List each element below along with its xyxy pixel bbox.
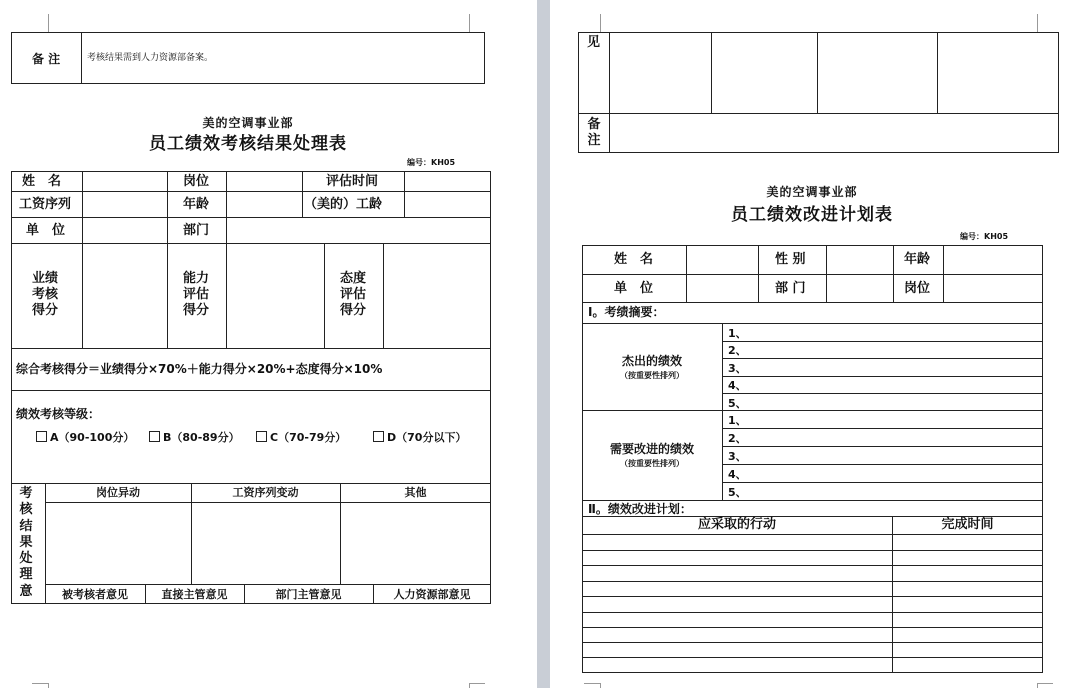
- grade-d: D（70分以下）: [373, 431, 466, 443]
- grade-a: A（90-100分）: [36, 431, 134, 443]
- corner-mark: [469, 14, 470, 32]
- section-improvement-plan: Ⅱ。绩效改进计划：: [588, 502, 692, 516]
- checkbox-icon[interactable]: [149, 431, 160, 442]
- post-label: 岗位: [183, 174, 210, 189]
- grade-c: C（70-79分）: [256, 431, 346, 443]
- corner-mark: [1037, 683, 1038, 688]
- formula-text: 综合考核得分＝业绩得分×70%＋能力得分×20%+态度得分×10%: [16, 362, 383, 376]
- outstanding-item-4: 4、: [728, 379, 747, 392]
- corner-mark: [600, 14, 601, 32]
- outstanding-performance-label: 杰出的绩效: [621, 354, 682, 368]
- right-page: [550, 0, 1080, 688]
- result-col-salary-change: 工资序列变动: [232, 486, 299, 499]
- opinion-dept-manager: 部门主管意见: [275, 588, 342, 601]
- checkbox-icon[interactable]: [36, 431, 47, 442]
- attitude-score-label: 态度评估得分: [339, 271, 366, 318]
- improve-performance-note: （按重要性排列）: [620, 459, 684, 468]
- perf-score-label: 业绩考核得分: [31, 271, 58, 318]
- remark-label: 备注: [587, 117, 601, 148]
- corner-mark: [48, 683, 49, 688]
- ability-score-label: 能力评估得分: [182, 271, 209, 318]
- corner-mark: [469, 683, 470, 688]
- corner-mark: [1037, 683, 1053, 684]
- outstanding-item-5: 5、: [728, 397, 747, 410]
- grade-b: B（80-89分）: [149, 431, 240, 443]
- corner-mark: [600, 683, 601, 688]
- result-section-label: 考核结果处理意: [19, 486, 33, 599]
- dept-name: 美的空调事业部: [766, 185, 858, 199]
- name-label: 姓 名: [614, 252, 654, 267]
- unit-label: 单 位: [26, 223, 66, 238]
- improve-item-2: 2、: [728, 432, 747, 445]
- result-col-post-change: 岗位异动: [96, 486, 140, 499]
- remark-label: 备 注: [32, 52, 61, 66]
- midea-seniority-label: （美的）工龄: [304, 197, 383, 212]
- form-code: 编号：KH05: [407, 158, 456, 167]
- outstanding-performance-note: （按重要性排列）: [620, 371, 684, 380]
- form-title: 员工绩效考核结果处理表: [149, 134, 347, 154]
- gender-label: 性 别: [775, 252, 806, 267]
- corner-mark: [584, 683, 600, 684]
- opinion-direct-manager: 直接主管意见: [161, 588, 228, 601]
- opinion-employee: 被考核者意见: [62, 588, 128, 601]
- dept-name: 美的空调事业部: [202, 116, 294, 130]
- improve-item-4: 4、: [728, 468, 747, 481]
- grade-title: 绩效考核等级：: [16, 407, 101, 421]
- improve-item-5: 5、: [728, 486, 747, 499]
- left-page: [0, 0, 537, 688]
- corner-mark: [1037, 14, 1038, 32]
- plan-col-deadline: 完成时间: [941, 517, 994, 532]
- section-performance-summary: Ⅰ。考绩摘要：: [588, 305, 665, 319]
- checkbox-icon[interactable]: [256, 431, 267, 442]
- name-label: 姓 名: [22, 174, 62, 189]
- dept-label: 部门: [183, 223, 210, 238]
- opinion-hr: 人力资源部意见: [393, 588, 471, 601]
- plan-col-action: 应采取的行动: [697, 517, 776, 532]
- improve-item-3: 3、: [728, 450, 747, 463]
- result-table: [11, 171, 491, 604]
- age-label: 年龄: [183, 197, 210, 212]
- opinion-continuation-table: [578, 32, 1059, 153]
- form-code: 编号：KH05: [960, 232, 1009, 241]
- outstanding-item-2: 2、: [728, 344, 747, 357]
- age-label: 年龄: [904, 252, 931, 267]
- improve-performance-label: 需要改进的绩效: [609, 442, 694, 456]
- post-label: 岗位: [904, 281, 931, 296]
- remark-text: 考核结果需到人力资源部备案。: [87, 53, 214, 63]
- result-col-other: 其他: [404, 486, 427, 499]
- dept-label: 部 门: [775, 281, 806, 296]
- outstanding-item-1: 1、: [728, 327, 747, 340]
- outstanding-item-3: 3、: [728, 362, 747, 375]
- opinion-label-tail: 见: [587, 35, 601, 50]
- corner-mark: [32, 683, 48, 684]
- improve-item-1: 1、: [728, 414, 747, 427]
- salary-seq-label: 工资序列: [19, 197, 72, 212]
- eval-time-label: 评估时间: [326, 174, 379, 189]
- corner-mark: [469, 683, 485, 684]
- corner-mark: [48, 14, 49, 32]
- remark-table: [11, 32, 485, 84]
- form-title: 员工绩效改进计划表: [731, 205, 893, 225]
- page-gutter: [537, 0, 550, 688]
- unit-label: 单 位: [614, 281, 654, 296]
- checkbox-icon[interactable]: [373, 431, 384, 442]
